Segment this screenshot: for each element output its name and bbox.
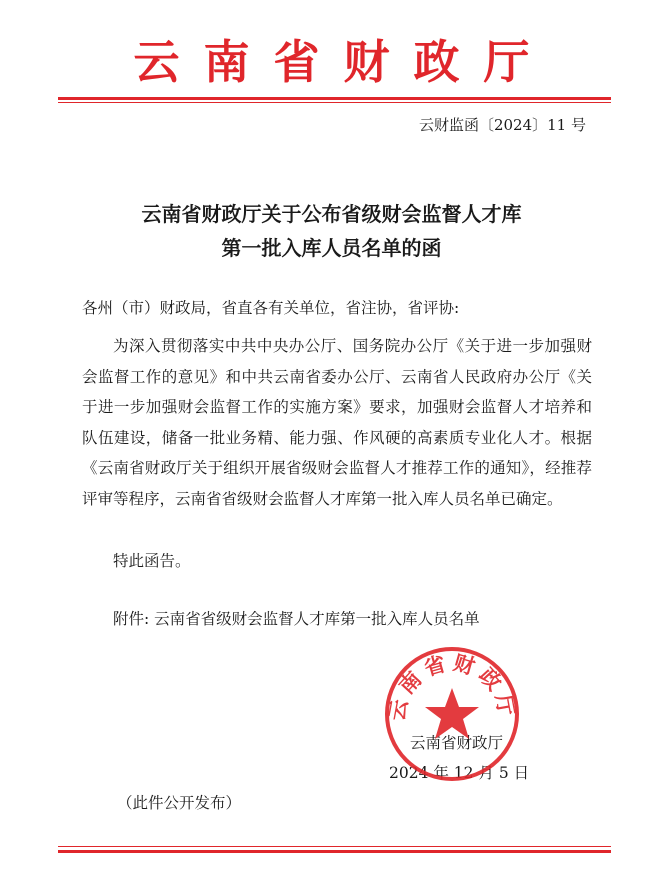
- body-paragraph: 为深入贯彻落实中共中央办公厅、国务院办公厅《关于进一步加强财会监督工作的意见》和中共云南省委办公厅、云南省人民政府办公厅《关于进一步加强财会监督工作的实施方案》要求，加强财会监督人才培养和队伍建设，储备一批业务精、能力强、作风硬的高素质专业化人才。根据《云南省财政厅关于组织开展省级财会监督人才推荐工作的通知》，经推荐评审等程序，云南省省级财会监督人才库第一批入库人员名单已确定。: [82, 337, 592, 508]
- signature-date: 2024 年 12 月 5 日: [389, 764, 530, 782]
- footer-rule-thick: [58, 850, 611, 853]
- closing-line: 特此函告。: [113, 552, 191, 570]
- document-number: 云财监函〔2024〕11 号: [418, 116, 586, 134]
- attachment-note: 附件: 云南省省级财会监督人才库第一批入库人员名单: [113, 610, 480, 628]
- letterhead-rule-thin: [58, 102, 611, 103]
- letterhead-title: 云南省财政厅: [133, 35, 554, 89]
- letterhead-rule-thick: [58, 97, 611, 100]
- footer-rule-thin: [58, 846, 611, 847]
- document-title-line-2: 第一批入库人员名单的函: [221, 236, 442, 260]
- seal-text: 云南省财政厅: [384, 650, 520, 723]
- public-release-note: （此件公开发布）: [117, 794, 242, 812]
- signature-organization: 云南省财政厅: [410, 734, 504, 752]
- document-title-line-1: 云南省财政厅关于公布省级财会监督人才库: [141, 202, 522, 226]
- salutation: 各州（市）财政局，省直各有关单位，省注协，省评协:: [82, 299, 460, 317]
- official-seal-icon: [382, 644, 522, 784]
